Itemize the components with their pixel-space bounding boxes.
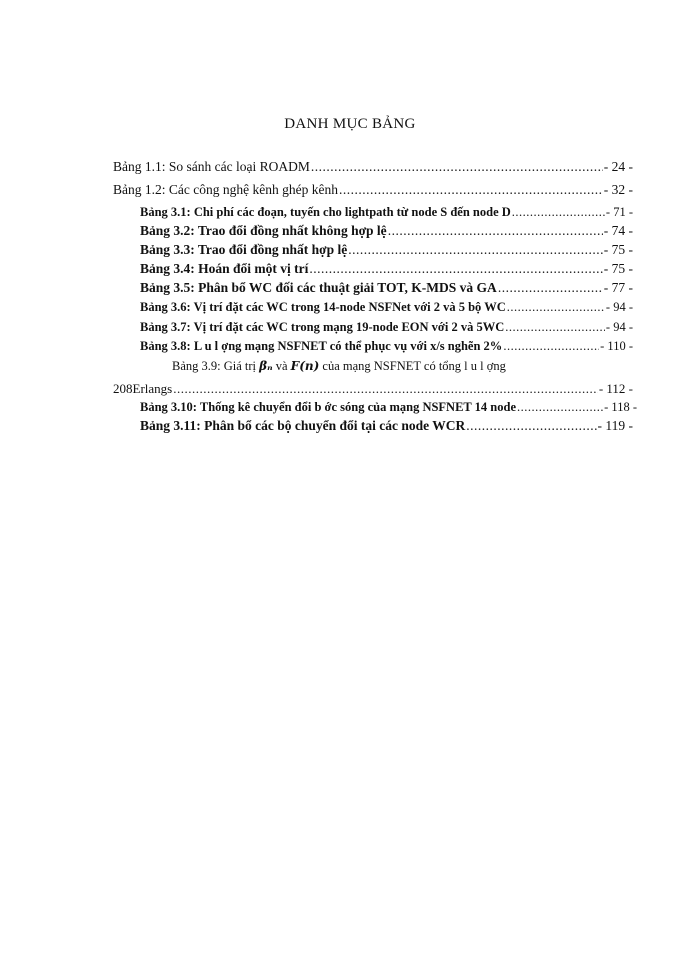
leader-dots bbox=[311, 158, 603, 176]
entry-page: - 24 - bbox=[603, 159, 633, 174]
list-item[interactable] bbox=[140, 398, 637, 416]
leader-dots bbox=[173, 380, 598, 398]
leader-dots bbox=[503, 337, 599, 355]
list-item-line1[interactable] bbox=[172, 357, 632, 375]
entry-label: Bảng 3.4: Hoán đổi một vị trí bbox=[140, 261, 309, 276]
entry-page: - 110 - bbox=[600, 339, 633, 353]
entry-label: Bảng 3.3: Trao đổi đồng nhất hợp lệ bbox=[140, 242, 348, 257]
list-item[interactable] bbox=[140, 279, 633, 297]
entry-page: - 71 - bbox=[605, 205, 633, 219]
entry-label: Bảng 3.2: Trao đổi đồng nhất không hợp lệ bbox=[140, 223, 387, 238]
leader-dots bbox=[498, 279, 603, 297]
entry-page: - 112 - bbox=[598, 381, 633, 396]
entry-page: - 94 - bbox=[605, 300, 633, 314]
entry-page: - 94 - bbox=[605, 320, 633, 334]
entry-label-rest: của mạng NSFNET có tổng l u l ợng bbox=[322, 359, 506, 373]
entry-label: Bảng 3.6: Vị trí đặt các WC trong 14-node NSFNet với 2 và 5 bộ WC bbox=[140, 300, 506, 314]
entry-label: Bảng 3.11: Phân bổ các bộ chuyển đổi tại các node WCR bbox=[140, 418, 466, 433]
leader-dots bbox=[517, 398, 603, 416]
list-item[interactable] bbox=[140, 337, 633, 355]
list-item[interactable] bbox=[140, 241, 633, 259]
entry-page: - 118 - bbox=[604, 400, 637, 414]
entry-label: Bảng 3.10: Thống kê chuyển đổi b ớc sóng của mạng NSFNET 14 node bbox=[140, 400, 516, 414]
entry-page: - 32 - bbox=[603, 182, 633, 197]
entry-page: - 77 - bbox=[603, 280, 633, 295]
list-item[interactable] bbox=[140, 260, 633, 278]
entry-page: - 75 - bbox=[603, 261, 633, 276]
entry-page: - 75 - bbox=[603, 242, 633, 257]
function-symbol: F(n) bbox=[290, 359, 320, 373]
leader-dots bbox=[339, 181, 603, 199]
page-title: DANH MỤC BẢNG bbox=[284, 116, 416, 132]
leader-dots bbox=[507, 298, 605, 316]
entry-label: Bảng 3.1: Chi phí các đoạn, tuyến cho lightpath từ node S đến node D bbox=[140, 205, 511, 219]
list-item-line2[interactable] bbox=[113, 380, 633, 398]
entry-page: - 119 - bbox=[597, 418, 633, 433]
list-item[interactable] bbox=[140, 298, 633, 316]
entry-label: Bảng 3.7: Vị trí đặt các WC trong mạng 19-node EON với 2 và 5WC bbox=[140, 320, 505, 334]
list-item[interactable] bbox=[140, 203, 633, 221]
list-item[interactable] bbox=[113, 158, 633, 176]
leader-dots bbox=[348, 241, 602, 259]
list-item[interactable] bbox=[140, 318, 633, 336]
list-item[interactable] bbox=[140, 417, 633, 435]
leader-dots bbox=[388, 222, 603, 240]
list-item[interactable] bbox=[113, 181, 633, 199]
leader-dots bbox=[466, 417, 596, 435]
entry-label: Bảng 1.1: So sánh các loại ROADM bbox=[113, 159, 310, 174]
leader-dots bbox=[505, 318, 605, 336]
leader-dots bbox=[512, 203, 605, 221]
beta-symbol: βₙ bbox=[259, 359, 273, 373]
leader-dots bbox=[309, 260, 602, 278]
entry-label: 208Erlangs bbox=[113, 381, 173, 396]
entry-label-and: và bbox=[275, 359, 288, 373]
list-item[interactable] bbox=[140, 222, 633, 240]
entry-label: Bảng 3.8: L u l ợng mạng NSFNET có thể phục vụ với x/s nghẽn 2% bbox=[140, 339, 503, 353]
entry-label: Bảng 3.9: Giá trị bbox=[172, 359, 257, 373]
entry-page: - 74 - bbox=[603, 223, 633, 238]
entry-label: Bảng 3.5: Phân bổ WC đối các thuật giải TOT, K-MDS và GA bbox=[140, 280, 497, 295]
entry-label: Bảng 1.2: Các công nghệ kênh ghép kênh bbox=[113, 182, 338, 197]
